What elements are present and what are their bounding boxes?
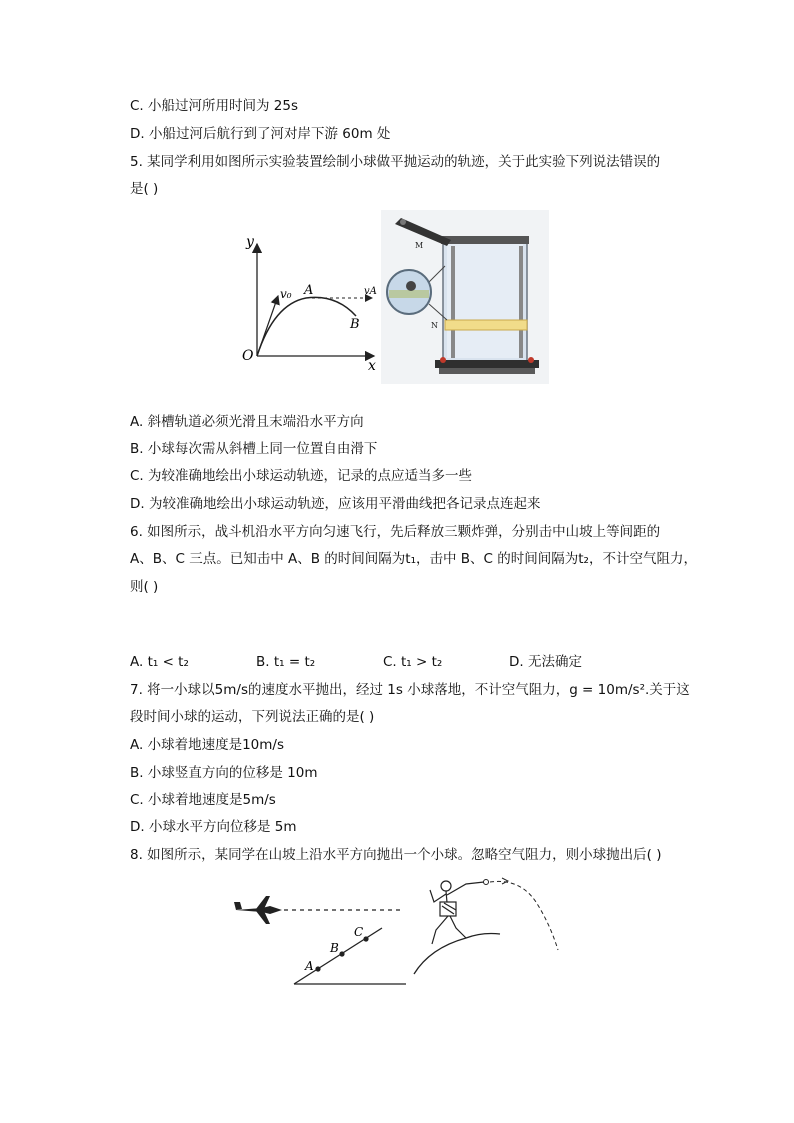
- plane-slope-figure: [232, 892, 410, 988]
- label-b: B: [350, 317, 360, 332]
- point-b: [339, 951, 344, 956]
- q5-option-c: C. 为较准确地绘出小球运动轨迹，记录的点应适当多一些: [130, 468, 473, 484]
- q5-stem-line2: 是( ): [130, 181, 159, 197]
- q6-stem-line3: 则( ): [130, 579, 159, 595]
- q4-option-c: C. 小船过河所用时间为 25s: [130, 98, 299, 114]
- apparatus-photo-figure: [381, 210, 549, 384]
- trajectory-curve: [257, 297, 356, 356]
- label-va: vA: [364, 286, 377, 297]
- q7-stem-line2: 段时间小球的运动，下列说法正确的是( ): [130, 709, 375, 725]
- label-pt-c: C: [354, 925, 364, 939]
- q6-option-d: D. 无法确定: [509, 654, 582, 670]
- trajectory-graph-figure: [236, 232, 382, 374]
- q7-stem-line1: 7. 将一小球以5m/s的速度水平抛出，经过 1s 小球落地，不计空气阻力，g = 10m/s².关于这: [130, 682, 690, 698]
- q5-option-b: B. 小球每次需从斜槽上同一位置自由滑下: [130, 441, 378, 457]
- q4-option-d: D. 小船过河后航行到了河对岸下游 60m 处: [130, 126, 391, 142]
- q6-stem-line2: A、B、C 三点。已知击中 A、B 的时间间隔为t₁，击中 B、C 的时间间隔为t₂，不计空气阻力，: [130, 551, 697, 567]
- label-pt-b: B: [330, 941, 339, 955]
- q6-option-a: A. t₁ < t₂: [130, 654, 189, 670]
- q8-stem: 8. 如图所示，某同学在山坡上沿水平方向抛出一个小球。忽略空气阻力，则小球抛出后( ): [130, 847, 662, 863]
- hill-outline: [414, 934, 500, 975]
- q7-option-b: B. 小球竖直方向的位移是 10m: [130, 765, 318, 781]
- label-v0: v₀: [280, 287, 292, 301]
- q5-option-a: A. 斜槽轨道必须光滑且末端沿水平方向: [130, 414, 364, 430]
- q5-option-d: D. 为较准确地绘出小球运动轨迹，应该用平滑曲线把各记录点连起来: [130, 496, 541, 512]
- q5-stem-line1: 5. 某同学利用如图所示实验装置绘制小球做平抛运动的轨迹，关于此实验下列说法错误的: [130, 154, 661, 170]
- thrower-hill-figure: [410, 872, 562, 976]
- plane-icon: [234, 896, 282, 924]
- q6-option-c: C. t₁ > t₂: [383, 654, 443, 670]
- label-x: x: [368, 358, 376, 374]
- label-y: y: [246, 234, 254, 250]
- label-m: M: [415, 241, 424, 250]
- ball-trajectory: [490, 881, 558, 950]
- point-c: [363, 936, 368, 941]
- label-o: O: [242, 348, 254, 364]
- q6-stem-line1: 6. 如图所示，战斗机沿水平方向匀速飞行，先后释放三颗炸弹，分别击中山坡上等间距的: [130, 524, 661, 540]
- label-n: N: [431, 321, 438, 330]
- q7-option-d: D. 小球水平方向位移是 5m: [130, 819, 297, 835]
- q6-option-b: B. t₁ = t₂: [256, 654, 316, 670]
- q7-option-c: C. 小球着地速度是5m/s: [130, 792, 276, 808]
- q7-option-a: A. 小球着地速度是10m/s: [130, 737, 284, 753]
- label-a: A: [304, 283, 314, 298]
- yellow-receiver-bar: [445, 320, 527, 330]
- label-pt-a: A: [305, 959, 314, 973]
- point-a: [315, 966, 320, 971]
- hill-slope: [294, 928, 382, 984]
- ball: [484, 880, 489, 885]
